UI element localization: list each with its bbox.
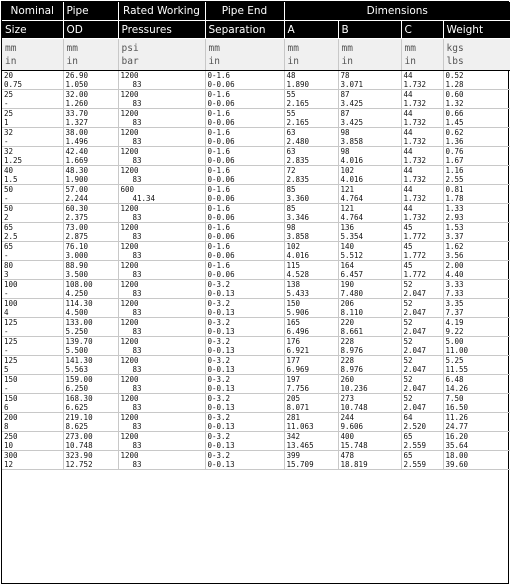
pipe-coupling-dimensions-table: [2, 2, 510, 470]
pipe-od-cell: 38.00 1.496: [63, 128, 118, 147]
dim-b-cell: 136 5.354: [338, 223, 401, 242]
units-cell: mm in: [338, 39, 401, 71]
rated-pressure-cell: 1200 83: [118, 166, 205, 185]
pipe-od-cell: 26.90 1.050: [63, 71, 118, 90]
weight-cell: 5.00 11.00: [443, 337, 510, 356]
end-separation-cell: 0-3.2 0-0.13: [205, 451, 284, 470]
table-row: [2, 204, 510, 223]
dim-c-cell: 44 1.732: [401, 185, 443, 204]
weight-cell: 0.52 1.28: [443, 71, 510, 90]
dim-a-cell: 55 2.165: [284, 109, 338, 128]
rated-pressure-cell: 1200 83: [118, 280, 205, 299]
rated-pressure-cell: 1200 83: [118, 356, 205, 375]
pipe-od-cell: 159.00 6.250: [63, 375, 118, 394]
pipe-od-cell: 33.70 1.327: [63, 109, 118, 128]
nominal-size-cell: 65 -: [2, 242, 63, 261]
weight-cell: 1.33 2.93: [443, 204, 510, 223]
header-dimensions: Dimensions: [284, 2, 510, 21]
pipe-od-cell: 88.90 3.500: [63, 261, 118, 280]
nominal-size-cell: 150 -: [2, 375, 63, 394]
dim-a-cell: 55 2.165: [284, 90, 338, 109]
units-cell: psi bar: [118, 39, 205, 71]
header-b: B: [338, 21, 401, 39]
dim-b-cell: 400 15.748: [338, 432, 401, 451]
dim-c-cell: 44 1.732: [401, 90, 443, 109]
nominal-size-cell: 100 4: [2, 299, 63, 318]
dim-b-cell: 98 3.858: [338, 128, 401, 147]
weight-cell: 11.26 24.77: [443, 413, 510, 432]
end-separation-cell: 0-3.2 0-0.13: [205, 432, 284, 451]
dim-a-cell: 85 3.360: [284, 185, 338, 204]
dim-a-cell: 72 2.835: [284, 166, 338, 185]
end-separation-cell: 0-1.6 0-0.06: [205, 109, 284, 128]
table-row: [2, 280, 510, 299]
rated-pressure-cell: 1200 83: [118, 375, 205, 394]
table-row: [2, 299, 510, 318]
weight-cell: 6.48 14.26: [443, 375, 510, 394]
dim-b-cell: 220 8.661: [338, 318, 401, 337]
end-separation-cell: 0-3.2 0-0.13: [205, 299, 284, 318]
table-row: [2, 394, 510, 413]
dim-a-cell: 85 3.346: [284, 204, 338, 223]
header-separation: Separation: [205, 21, 284, 39]
end-separation-cell: 0-3.2 0-0.13: [205, 318, 284, 337]
dim-c-cell: 44 1.732: [401, 128, 443, 147]
nominal-size-cell: 100 -: [2, 280, 63, 299]
dim-c-cell: 65 2.559: [401, 451, 443, 470]
pipe-od-cell: 273.00 10.748: [63, 432, 118, 451]
dim-c-cell: 44 1.732: [401, 204, 443, 223]
end-separation-cell: 0-1.6 0-0.06: [205, 147, 284, 166]
weight-cell: 7.50 16.50: [443, 394, 510, 413]
nominal-size-cell: 200 8: [2, 413, 63, 432]
dim-c-cell: 45 1.772: [401, 261, 443, 280]
nominal-size-cell: 125 -: [2, 318, 63, 337]
end-separation-cell: 0-1.6 0-0.06: [205, 166, 284, 185]
pipe-od-cell: 141.30 5.563: [63, 356, 118, 375]
pipe-od-cell: 42.40 1.669: [63, 147, 118, 166]
table-row: [2, 337, 510, 356]
dim-b-cell: 273 10.748: [338, 394, 401, 413]
end-separation-cell: 0-3.2 0-0.13: [205, 356, 284, 375]
dim-b-cell: 228 8.976: [338, 337, 401, 356]
header-pipe: Pipe: [63, 2, 118, 21]
pipe-od-cell: 60.30 2.375: [63, 204, 118, 223]
table-row: [2, 432, 510, 451]
end-separation-cell: 0-1.6 0-0.06: [205, 223, 284, 242]
nominal-size-cell: 40 1.5: [2, 166, 63, 185]
rated-pressure-cell: 1200 83: [118, 147, 205, 166]
table-row: [2, 375, 510, 394]
header-weight: Weight: [443, 21, 510, 39]
weight-cell: 4.19 9.22: [443, 318, 510, 337]
header-pipe-end: Pipe End: [205, 2, 284, 21]
weight-cell: 0.81 1.78: [443, 185, 510, 204]
dim-a-cell: 165 6.496: [284, 318, 338, 337]
end-separation-cell: 0-3.2 0-0.13: [205, 280, 284, 299]
dimensions-table-frame: [1, 1, 509, 584]
header-a: A: [284, 21, 338, 39]
dim-b-cell: 87 3.425: [338, 109, 401, 128]
dim-c-cell: 45 1.772: [401, 242, 443, 261]
dim-a-cell: 399 15.709: [284, 451, 338, 470]
dim-b-cell: 121 4.764: [338, 204, 401, 223]
nominal-size-cell: 80 3: [2, 261, 63, 280]
rated-pressure-cell: 1200 83: [118, 128, 205, 147]
table-row: [2, 128, 510, 147]
dim-c-cell: 52 2.047: [401, 356, 443, 375]
end-separation-cell: 0-1.6 0-0.06: [205, 185, 284, 204]
pipe-od-cell: 323.90 12.752: [63, 451, 118, 470]
dim-a-cell: 48 1.890: [284, 71, 338, 90]
data-rows: [2, 71, 510, 470]
end-separation-cell: 0-1.6 0-0.06: [205, 71, 284, 90]
dim-b-cell: 190 7.480: [338, 280, 401, 299]
rated-pressure-cell: 1200 83: [118, 109, 205, 128]
dim-b-cell: 121 4.764: [338, 185, 401, 204]
dim-c-cell: 52 2.047: [401, 337, 443, 356]
header-row-1: [2, 2, 510, 21]
rated-pressure-cell: 1200 83: [118, 242, 205, 261]
dim-b-cell: 140 5.512: [338, 242, 401, 261]
dim-a-cell: 138 5.433: [284, 280, 338, 299]
end-separation-cell: 0-3.2 0-0.13: [205, 394, 284, 413]
pipe-od-cell: 114.30 4.500: [63, 299, 118, 318]
pipe-od-cell: 219.10 8.625: [63, 413, 118, 432]
pipe-od-cell: 133.00 5.250: [63, 318, 118, 337]
dim-a-cell: 197 7.756: [284, 375, 338, 394]
end-separation-cell: 0-1.6 0-0.06: [205, 261, 284, 280]
weight-cell: 16.20 35.64: [443, 432, 510, 451]
table-row: [2, 109, 510, 128]
rated-pressure-cell: 1200 83: [118, 413, 205, 432]
dim-b-cell: 87 3.425: [338, 90, 401, 109]
nominal-size-cell: 300 12: [2, 451, 63, 470]
dim-b-cell: 102 4.016: [338, 166, 401, 185]
dim-c-cell: 44 1.732: [401, 109, 443, 128]
table-row: [2, 261, 510, 280]
table-row: [2, 242, 510, 261]
dim-c-cell: 44 1.732: [401, 71, 443, 90]
dim-c-cell: 44 1.732: [401, 147, 443, 166]
nominal-size-cell: 20 0.75: [2, 71, 63, 90]
end-separation-cell: 0-1.6 0-0.06: [205, 90, 284, 109]
dim-c-cell: 52 2.047: [401, 375, 443, 394]
dim-c-cell: 52 2.047: [401, 394, 443, 413]
pipe-od-cell: 139.70 5.500: [63, 337, 118, 356]
dim-c-cell: 52 2.047: [401, 318, 443, 337]
dim-c-cell: 64 2.520: [401, 413, 443, 432]
dim-a-cell: 98 3.858: [284, 223, 338, 242]
weight-cell: 5.25 11.55: [443, 356, 510, 375]
weight-cell: 0.60 1.32: [443, 90, 510, 109]
dim-b-cell: 206 8.110: [338, 299, 401, 318]
weight-cell: 3.35 7.37: [443, 299, 510, 318]
dim-b-cell: 478 18.819: [338, 451, 401, 470]
dim-a-cell: 63 2.480: [284, 128, 338, 147]
table-row: [2, 451, 510, 470]
dim-a-cell: 115 4.528: [284, 261, 338, 280]
nominal-size-cell: 25 -: [2, 90, 63, 109]
table-row: [2, 356, 510, 375]
pipe-od-cell: 57.00 2.244: [63, 185, 118, 204]
rated-pressure-cell: 1200 83: [118, 299, 205, 318]
dim-a-cell: 177 6.969: [284, 356, 338, 375]
nominal-size-cell: 32 1.25: [2, 147, 63, 166]
units-cell: mm in: [401, 39, 443, 71]
table-row: [2, 223, 510, 242]
nominal-size-cell: 125 5: [2, 356, 63, 375]
pipe-od-cell: 32.00 1.260: [63, 90, 118, 109]
end-separation-cell: 0-3.2 0-0.13: [205, 413, 284, 432]
dim-c-cell: 65 2.559: [401, 432, 443, 451]
header-nominal: Nominal: [2, 2, 63, 21]
units-cell: mm in: [63, 39, 118, 71]
dim-a-cell: 205 8.071: [284, 394, 338, 413]
dim-b-cell: 260 10.236: [338, 375, 401, 394]
nominal-size-cell: 125 -: [2, 337, 63, 356]
dim-b-cell: 164 6.457: [338, 261, 401, 280]
rated-pressure-cell: 1200 83: [118, 337, 205, 356]
pipe-od-cell: 73.00 2.875: [63, 223, 118, 242]
units-cell: mm in: [284, 39, 338, 71]
units-cell: kgs lbs: [443, 39, 510, 71]
nominal-size-cell: 32 -: [2, 128, 63, 147]
dim-c-cell: 52 2.047: [401, 280, 443, 299]
weight-cell: 0.66 1.45: [443, 109, 510, 128]
dim-b-cell: 228 8.976: [338, 356, 401, 375]
weight-cell: 2.00 4.40: [443, 261, 510, 280]
pipe-od-cell: 168.30 6.625: [63, 394, 118, 413]
table-row: [2, 166, 510, 185]
pipe-od-cell: 48.30 1.900: [63, 166, 118, 185]
dim-c-cell: 44 1.732: [401, 166, 443, 185]
end-separation-cell: 0-1.6 0-0.06: [205, 128, 284, 147]
weight-cell: 1.53 3.37: [443, 223, 510, 242]
dim-b-cell: 78 3.071: [338, 71, 401, 90]
weight-cell: 1.62 3.56: [443, 242, 510, 261]
rated-pressure-cell: 1200 83: [118, 204, 205, 223]
weight-cell: 0.76 1.67: [443, 147, 510, 166]
table-row: [2, 318, 510, 337]
rated-pressure-cell: 1200 83: [118, 261, 205, 280]
table-row: [2, 71, 510, 90]
end-separation-cell: 0-1.6 0-0.06: [205, 204, 284, 223]
dim-a-cell: 150 5.906: [284, 299, 338, 318]
rated-pressure-cell: 1200 83: [118, 223, 205, 242]
header-c: C: [401, 21, 443, 39]
dim-a-cell: 342 13.465: [284, 432, 338, 451]
rated-pressure-cell: 600 41.34: [118, 185, 205, 204]
header-pressures: Pressures: [118, 21, 205, 39]
table-row: [2, 413, 510, 432]
header-od: OD: [63, 21, 118, 39]
nominal-size-cell: 150 6: [2, 394, 63, 413]
dim-c-cell: 52 2.047: [401, 299, 443, 318]
nominal-size-cell: 250 10: [2, 432, 63, 451]
table-row: [2, 147, 510, 166]
weight-cell: 18.00 39.60: [443, 451, 510, 470]
units-row: [2, 39, 510, 71]
end-separation-cell: 0-1.6 0-0.06: [205, 242, 284, 261]
dim-a-cell: 102 4.016: [284, 242, 338, 261]
dim-a-cell: 176 6.921: [284, 337, 338, 356]
units-cell: mm in: [205, 39, 284, 71]
weight-cell: 3.33 7.33: [443, 280, 510, 299]
pipe-od-cell: 76.10 3.000: [63, 242, 118, 261]
header-size: Size: [2, 21, 63, 39]
pipe-od-cell: 108.00 4.250: [63, 280, 118, 299]
header-rated-working: Rated Working: [118, 2, 205, 21]
end-separation-cell: 0-3.2 0-0.13: [205, 375, 284, 394]
rated-pressure-cell: 1200 83: [118, 318, 205, 337]
rated-pressure-cell: 1200 83: [118, 394, 205, 413]
dim-a-cell: 281 11.063: [284, 413, 338, 432]
units-cell: mm in: [2, 39, 63, 71]
rated-pressure-cell: 1200 83: [118, 451, 205, 470]
rated-pressure-cell: 1200 83: [118, 90, 205, 109]
weight-cell: 1.16 2.55: [443, 166, 510, 185]
dim-a-cell: 63 2.835: [284, 147, 338, 166]
weight-cell: 0.62 1.36: [443, 128, 510, 147]
table-row: [2, 90, 510, 109]
end-separation-cell: 0-3.2 0-0.13: [205, 337, 284, 356]
nominal-size-cell: 50 -: [2, 185, 63, 204]
header-row-2: [2, 21, 510, 39]
dim-c-cell: 45 1.772: [401, 223, 443, 242]
dim-b-cell: 244 9.606: [338, 413, 401, 432]
dim-b-cell: 98 4.016: [338, 147, 401, 166]
nominal-size-cell: 65 2.5: [2, 223, 63, 242]
nominal-size-cell: 50 2: [2, 204, 63, 223]
rated-pressure-cell: 1200 83: [118, 71, 205, 90]
rated-pressure-cell: 1200 83: [118, 432, 205, 451]
table-row: [2, 185, 510, 204]
nominal-size-cell: 25 1: [2, 109, 63, 128]
